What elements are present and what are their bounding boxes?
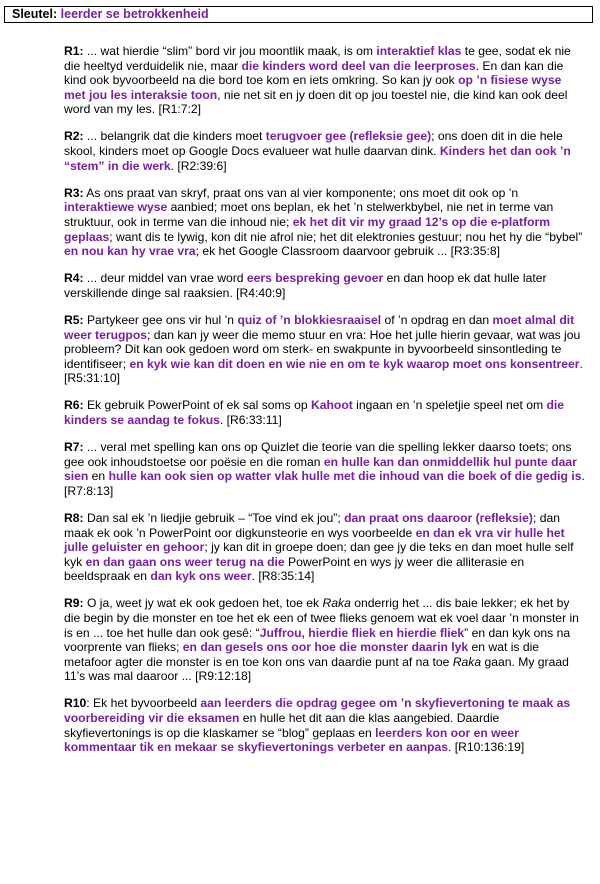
response-code: R9: <box>64 596 84 611</box>
key-title: leerder se betrokkenheid <box>60 7 209 21</box>
paragraph-text: aanbied; moet ons beplan, ek het ’n stelwerkbybel, nie net in terme van struktuur, ook in terme van die inhoud nie; <box>64 200 554 229</box>
highlighted-phrase: terugvoer gee (refleksie gee) <box>265 129 432 144</box>
response-code: R5: <box>64 312 84 327</box>
paragraph-r1 <box>64 44 586 117</box>
paragraph-r6 <box>64 398 586 427</box>
paragraph-text: . [R2:39:6] <box>170 158 227 173</box>
paragraph-r8 <box>64 511 586 584</box>
paragraph-text: . [R7:8:13] <box>64 469 585 498</box>
paragraph-text: Dan sal ek ’n liedjie gebruik – “Toe vind ek jou”; <box>83 510 345 525</box>
paragraph-text: ; ek het Google Classroom daarvoor gebruik ... [R3:35:8] <box>195 244 500 259</box>
paragraph-text: of ’n opdrag en dan <box>381 312 493 327</box>
paragraph-text: ; ons doen dit in die hele skool, kinders moet op Google Docs evalueer wat hulle daarvan dink. <box>64 129 563 159</box>
highlighted-phrase: leerders kon oor en weer kommentaar tik en mekaar se skyfievertonings verbeter en aanpas <box>64 725 519 755</box>
highlighted-phrase: en hulle kan dan onmiddellik hul punte daar sien <box>64 454 577 484</box>
paragraph-text: . [R8:35:14] <box>251 569 315 584</box>
response-code: R3: <box>64 185 84 200</box>
highlighted-phrase: eers bespreking gevoer <box>246 271 384 286</box>
highlighted-phrase: interaktief klas <box>376 44 462 58</box>
paragraph-text: . [R5:31:10] <box>64 356 583 386</box>
paragraph-text: ... belangrik dat die kinders moet <box>83 129 266 144</box>
italic-title: Raka <box>452 654 482 669</box>
paragraph-text: Ek gebruik PowerPoint of ek sal soms op <box>83 398 311 413</box>
response-code: R6: <box>64 398 84 413</box>
highlighted-phrase: en nou kan hy vrae vra <box>64 244 196 259</box>
highlighted-phrase: ek het dit vir my graad 12’s op die e-platform geplaas <box>64 214 551 244</box>
paragraph-text: en hulle het dit aan die klas aangebied. Daardie skyfievertonings is op die klaskamer se “blog” geplaas en <box>64 711 500 740</box>
highlighted-phrase: Kinders het dan ook ’n “stem” in die werk <box>64 144 571 173</box>
highlighted-phrase: moet almal dit weer terugpos <box>64 312 575 342</box>
highlighted-phrase: hulle kan ook sien op watter vlak hulle met die inhoud van die boek of die gedig is <box>108 469 582 484</box>
paragraph-text: en wat is die metafoor agter die monster is en toe kon ons van daardie punt af na toe <box>64 640 540 669</box>
paragraph-text: O ja, weet jy wat ek ook gedoen het, toe ek <box>83 596 323 611</box>
paragraph-text: As ons praat van skryf, praat ons van al vier komponente; ons moet dit ook op ’n <box>83 185 519 200</box>
highlighted-phrase: en kyk wie kan dit doen en wie nie en om te kyk waarop moet ons konsentreer <box>129 356 580 371</box>
paragraph-text: ... veral met spelling kan ons op Quizlet die teorie van die spelling lekker daarso toets; ons gee ook inhoudstoetse oor poësie en die roman <box>64 440 572 469</box>
highlighted-phrase: en dan ek vra vir hulle het julle geluister en gehoor <box>64 525 565 555</box>
paragraph-text: en <box>88 469 109 484</box>
response-code: R10 <box>64 696 87 711</box>
paragraph-text: . [R6:33:11] <box>219 412 282 427</box>
paragraph-text: , nie net sit en jy doen dit op jou toestel nie, die kind kan ook deel word van my les. [R1:7:2] <box>64 87 568 117</box>
highlighted-phrase: op ’n fisiese wyse met jou les interaksie toon <box>64 73 562 102</box>
key-header-box <box>4 6 593 23</box>
paragraph-text: ... wat hierdie “slim” bord vir jou moontlik maak, is om <box>83 44 377 58</box>
response-code: R2: <box>64 129 84 144</box>
paragraph-text: ” en dan kyk ons na voorprente van flieks; <box>64 625 571 655</box>
paragraph-r2 <box>64 129 586 173</box>
paragraph-text: ; dan kan jy weer die memo stuur en vra: Hoe het julle hierin gevaar, wat was jou probleem? Dit kan ook gedoen word om sterk- en swakpunte in byvoorbeeld sinsontleding te identifiseer; <box>64 327 581 371</box>
paragraph-r9 <box>64 596 586 684</box>
paragraph-text: onderrig het ... dis baie lekker; ek het by die begin by die monster en toe het ek een of twee flieks genoem wat ek voel daar ’n monster in is en ... toe het hulle dan ook gesê: “ <box>64 596 579 640</box>
paragraph-text: . En dan kan die kind ook byvoorbeeld na die bord toe kom en iets omkring. So kan jy ook <box>64 58 564 88</box>
response-code: R7: <box>64 440 84 455</box>
paragraph-text: : Ek het byvoorbeeld <box>86 696 201 711</box>
highlighted-phrase: dan praat ons daaroor (refleksie) <box>344 510 533 525</box>
response-code: R4: <box>64 271 84 286</box>
paragraph-text: ; dan maak ek ook ’n PowerPoint oor digkunsteorie en wys voorbeelde <box>64 510 560 540</box>
paragraph-text: ingaan en ’n speletjie speel net om <box>352 398 547 413</box>
paragraph-r5 <box>64 313 586 386</box>
highlighted-phrase: aan leerders die opdrag gegee om ’n skyfievertoning te maak as voorbereiding vir die eksamen <box>64 696 571 726</box>
key-label: Sleutel: <box>12 7 58 21</box>
highlighted-phrase: die kinders se aandag te fokus <box>64 398 565 427</box>
paragraph-text: PowerPoint en wys jy weer die alliterasie en beeldspraak en <box>64 554 525 584</box>
paragraph-text: te gee, sodat ek nie die heeltyd verduidelik nie, maar <box>64 44 571 73</box>
paragraph-r4 <box>64 271 586 300</box>
paragraph-text: Partykeer gee ons vir hul ’n <box>83 312 238 327</box>
paragraph-text: . [R10:136:19] <box>447 740 525 755</box>
highlighted-phrase: en dan gesels ons oor hoe die monster daarin lyk <box>182 640 469 655</box>
paragraph-text: ; jy kan dit in groepe doen; dan gee jy die teks en dan moet hulle self kyk <box>64 540 574 569</box>
highlighted-phrase: dan kyk ons weer <box>150 569 252 584</box>
paragraph-text: ; want dis te lywig, kon dit nie afrol nie; het dit elektronies gestuur; nou het hy die “bybel” <box>109 229 583 244</box>
italic-title: Raka <box>322 596 351 611</box>
highlighted-phrase: die kinders word deel van die leerproses <box>241 58 476 73</box>
paragraph-r10 <box>64 696 586 754</box>
paragraph-text: gaan. My graad 11’s was mal daaroor ... [R9:12:18] <box>64 654 569 684</box>
paragraph-r7 <box>64 440 586 498</box>
paragraph-text: en dan hoop ek dat hulle later verskillende dinge sal raaksien. [R4:40:9] <box>64 271 547 300</box>
highlighted-phrase: interaktiewe wyse <box>64 200 168 215</box>
response-code: R1: <box>64 44 84 58</box>
response-code: R8: <box>64 510 84 525</box>
paragraph-text: ... deur middel van vrae word <box>83 271 247 286</box>
highlighted-phrase: quiz of ’n blokkiesraaisel <box>237 312 382 327</box>
highlighted-phrase: en dan gaan ons weer terug na die <box>85 554 285 569</box>
paragraph-list <box>64 44 586 767</box>
paragraph-r3 <box>64 186 586 259</box>
highlighted-phrase: Juffrou, hierdie fliek en hierdie fliek <box>259 625 465 640</box>
highlighted-phrase: Kahoot <box>310 398 353 413</box>
